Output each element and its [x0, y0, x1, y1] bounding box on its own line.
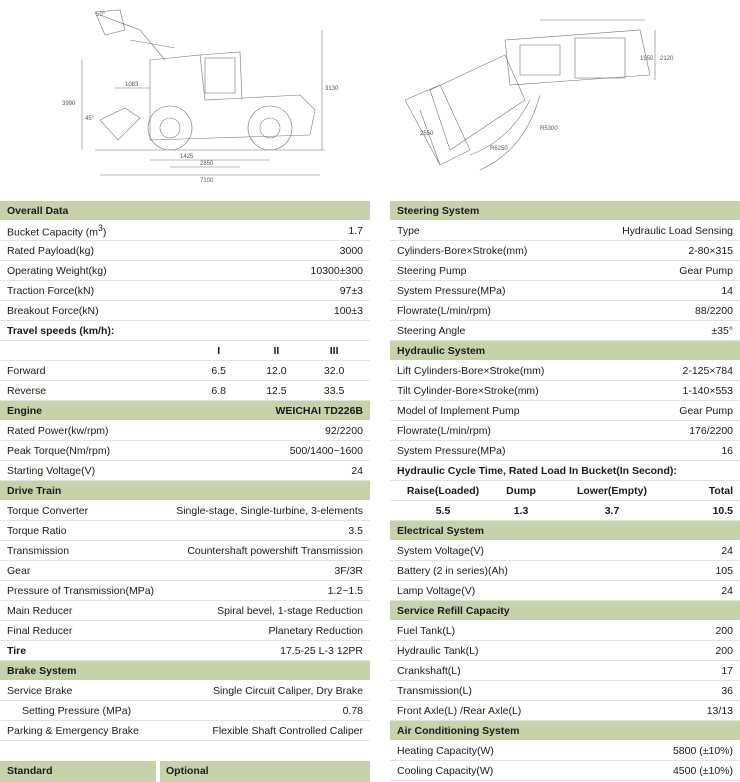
travel-speed-forward: Forward 6.5 12.0 32.0 [0, 361, 370, 381]
spec-row-battery: Battery (2 in series)(Ah) 105 [390, 561, 740, 581]
side-view-drawing [82, 10, 325, 175]
spec-row-bucket-capacity: Bucket Capacity $(m^3)$ 1.7 [0, 221, 370, 241]
spec-row-heating-capacity: Heating Capacity(W) 5800 (±10%) [390, 741, 740, 761]
spec-row-breakout-force: Breakout Force(kN) 100±3 [0, 301, 370, 321]
spec-row-setting-pressure: Setting Pressure (MPa) 0.78 [0, 701, 370, 721]
top-dim-2120: 2120 [660, 56, 674, 62]
right-spec-column [390, 201, 740, 781]
spec-row-steering-cylinders: Cylinders-Bore×Stroke(mm) 2-80×315 [390, 241, 740, 261]
spec-row-torque-ratio: Torque Ratio 3.5 [0, 521, 370, 541]
travel-speeds-header: I II III [0, 341, 370, 361]
spec-row-hydraulic-flowrate: Flowrate(L/min/rpm) 176/2200 [390, 421, 740, 441]
spec-row-hydraulic-pressure: System Pressure(MPa) 16 [390, 441, 740, 461]
spec-row-transmission-pressure: Pressure of Transmission(MPa) 1.2~1.5 [0, 581, 370, 601]
side-dim-3130: 3130 [325, 86, 339, 92]
hydraulic-system-header: Hydraulic System [390, 341, 740, 361]
top-dim-r6250: R6250 [490, 146, 508, 152]
spec-row-system-voltage: System Voltage(V) 24 [390, 541, 740, 561]
standard-optional-footer [0, 761, 370, 782]
spec-row-gear: Gear 3F/3R [0, 561, 370, 581]
cycle-time-header: Raise(Loaded) Dump Lower(Empty) Total [390, 481, 740, 501]
standard-label: Standard [0, 761, 160, 782]
spec-row-cooling-capacity: Cooling Capacity(W) 4500 (±10%) [390, 761, 740, 781]
side-dim-angle2: 45° [85, 116, 95, 122]
engine-header: Engine WEICHAI TD226B [0, 401, 370, 421]
top-dim-2550: 2550 [420, 131, 434, 137]
side-dim-3990: 3990 [62, 101, 76, 107]
spec-row-tire: Tire 17.5-25 L-3 12PR [0, 641, 370, 661]
top-view-drawing [405, 20, 655, 170]
service-refill-header: Service Refill Capacity [390, 601, 740, 621]
spec-row-torque-converter: Torque Converter Single-stage, Single-turbine, 3-elements [0, 501, 370, 521]
spec-row-crankshaft: Crankshaft(L) 17 [390, 661, 740, 681]
spec-row-hydraulic-tank: Hydraulic Tank(L) 200 [390, 641, 740, 661]
spec-row-rated-payload: Rated Payload(kg) 3000 [0, 241, 370, 261]
air-conditioning-header: Air Conditioning System [390, 721, 740, 741]
side-dim-1425: 1425 [180, 154, 194, 160]
spec-row-axles: Front Axle(L) /Rear Axle(L) 13/13 [390, 701, 740, 721]
drive-train-header: Drive Train [0, 481, 370, 501]
side-dim-1083: 1083 [125, 82, 139, 88]
spec-row-steering-pump: Steering Pump Gear Pump [390, 261, 740, 281]
travel-speed-reverse: Reverse 6.8 12.5 33.5 [0, 381, 370, 401]
spec-row-operating-weight: Operating Weight(kg) 10300±300 [0, 261, 370, 281]
spec-row-traction-force: Traction Force(kN) 97±3 [0, 281, 370, 301]
top-dim-1950: 1950 [640, 56, 654, 62]
spec-row-lamp-voltage: Lamp Voltage(V) 24 [390, 581, 740, 601]
spec-row-tilt-cylinder: Tilt Cylinder-Bore×Stroke(mm) 1-140×553 [390, 381, 740, 401]
top-dim-r5300: R5300 [540, 126, 558, 132]
cycle-time-title: Hydraulic Cycle Time, Rated Load In Bucket(In Second): [390, 461, 740, 481]
spec-row-starting-voltage: Starting Voltage(V) 24 [0, 461, 370, 481]
spec-row-transmission: Transmission Countershaft powershift Transmission [0, 541, 370, 561]
travel-speeds-title: Travel speeds (km/h): [0, 321, 370, 341]
spec-row-fuel-tank: Fuel Tank(L) 200 [390, 621, 740, 641]
overall-data-header: Overall Data [0, 201, 370, 221]
spec-row-steering-pressure: System Pressure(MPa) 14 [390, 281, 740, 301]
engine-model: WEICHAI TD226B [275, 404, 363, 417]
side-dim-2850: 2850 [200, 161, 214, 167]
left-spec-column [0, 201, 370, 741]
spec-row-steering-type: Type Hydraulic Load Sensing [390, 221, 740, 241]
spec-row-parking-brake: Parking & Emergency Brake Flexible Shaft Controlled Caliper [0, 721, 370, 741]
spec-row-lift-cylinders: Lift Cylinders-Bore×Stroke(mm) 2-125×784 [390, 361, 740, 381]
spec-row-steering-angle: Steering Angle ±35° [390, 321, 740, 341]
spec-row-rated-power: Rated Power(kw/rpm) 92/2200 [0, 421, 370, 441]
cycle-time-values: 5.5 1.3 3.7 10.5 [390, 501, 740, 521]
side-dim-7100: 7100 [200, 178, 214, 184]
spec-row-peak-torque: Peak Torque(Nm/rpm) 500/1400~1600 [0, 441, 370, 461]
spec-row-steering-flowrate: Flowrate(L/min/rpm) 88/2200 [390, 301, 740, 321]
optional-label: Optional [160, 761, 370, 782]
brake-system-header: Brake System [0, 661, 370, 681]
side-dim-angle1: 50° [96, 12, 106, 18]
spec-row-service-brake: Service Brake Single Circuit Caliper, Dry Brake [0, 681, 370, 701]
spec-row-main-reducer: Main Reducer Spiral bevel, 1-stage Reduction [0, 601, 370, 621]
spec-row-transmission-oil: Transmission(L) 36 [390, 681, 740, 701]
loader-dimension-drawings [0, 0, 740, 195]
spec-row-final-reducer: Final Reducer Planetary Reduction [0, 621, 370, 641]
electrical-system-header: Electrical System [390, 521, 740, 541]
spec-row-implement-pump: Model of Implement Pump Gear Pump [390, 401, 740, 421]
steering-system-header: Steering System [390, 201, 740, 221]
